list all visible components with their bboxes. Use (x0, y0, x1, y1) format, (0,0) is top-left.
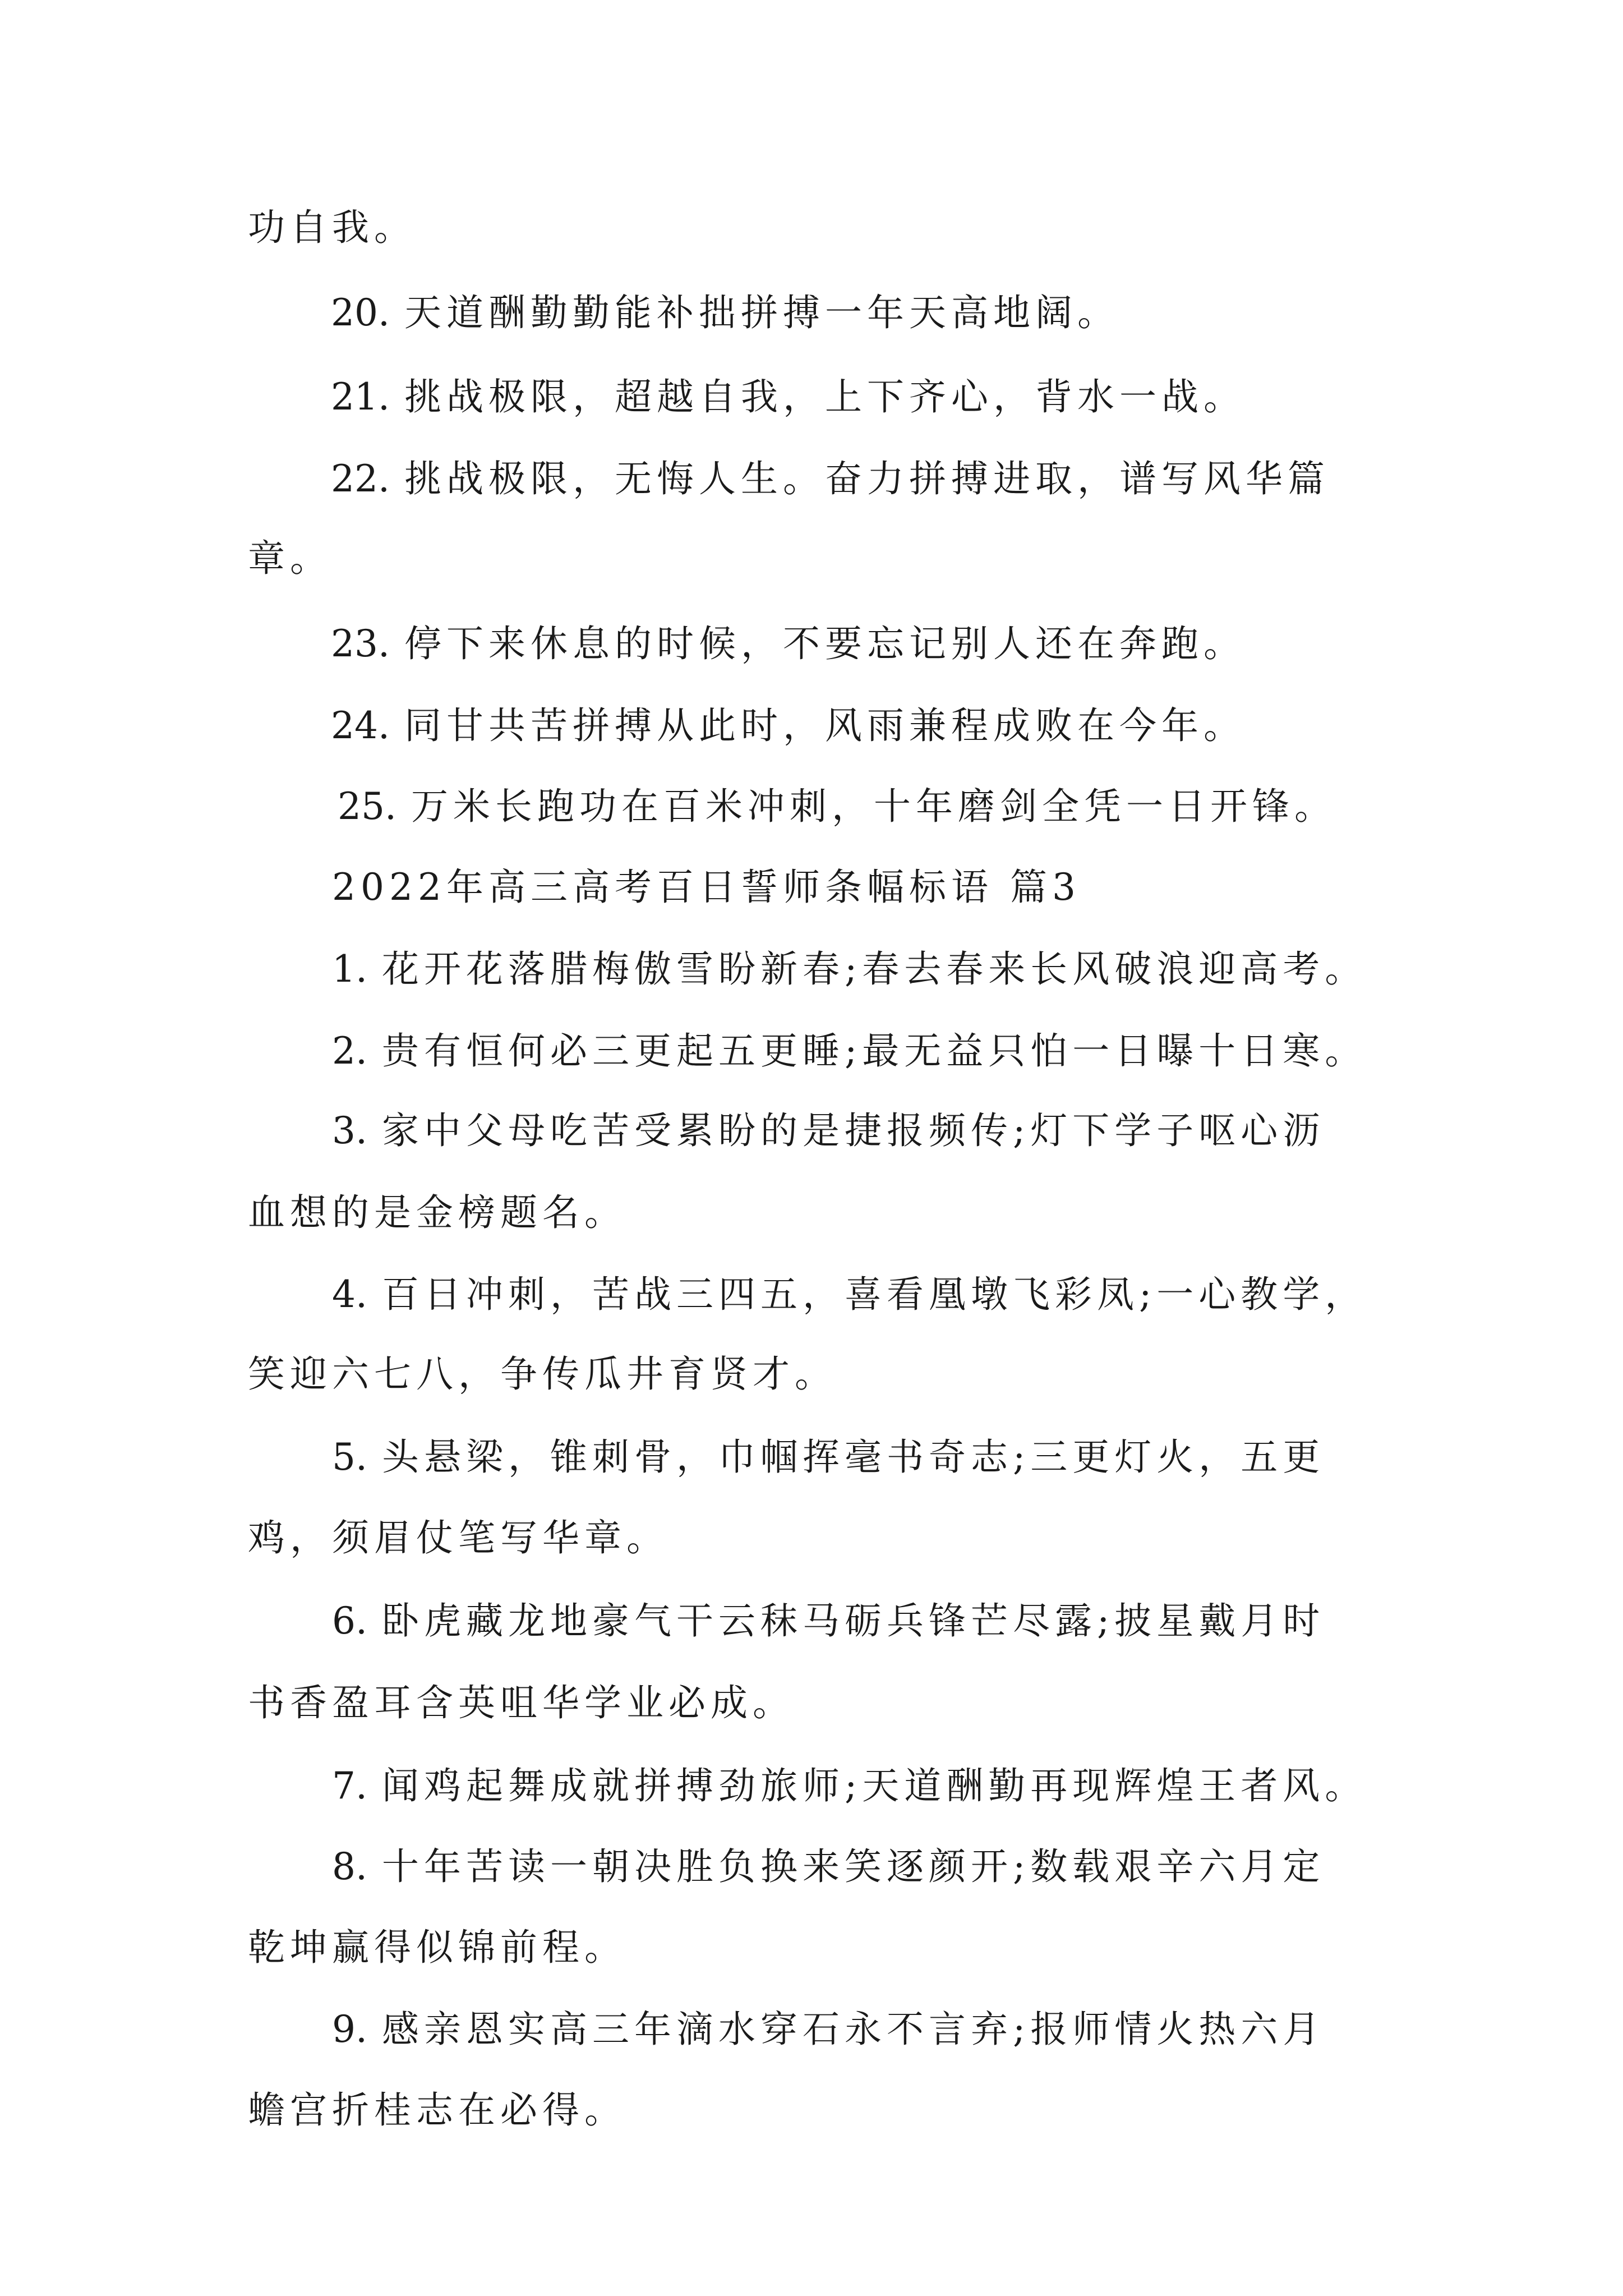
item-text: 头悬梁，锥刺骨，巾帼挥毫书奇志;三更灯火，五更 (381, 1435, 1325, 1479)
item-text: 闻鸡起舞成就拼搏劲旅师;天道酬勤再现辉煌王者风。 (381, 1764, 1367, 1807)
line-text: 鸡，须眉仗笔写华章。 (248, 1516, 668, 1559)
item-number: 2. (332, 1029, 367, 1073)
paragraph-line (248, 1678, 795, 1728)
list-item (332, 945, 1367, 994)
item-text: 挑战极限，超越自我，上下齐心，背水一战。 (404, 375, 1246, 418)
item-number: 21. (331, 375, 390, 418)
list-item (331, 372, 1246, 422)
item-text: 贵有恒何必三更起五更睡;最无益只怕一日曝十日寒。 (381, 1029, 1367, 1073)
item-text: 卧虎藏龙地豪气干云秣马砺兵锋芒尽露;披星戴月时 (381, 1599, 1325, 1642)
item-number: 20. (331, 291, 390, 334)
line-text: 笑迎六七八，争传瓜井育贤才。 (248, 1352, 837, 1396)
list-item (332, 1027, 1367, 1076)
list-item (332, 1433, 1325, 1482)
item-number: 22. (331, 457, 390, 500)
line-text: 血想的是金榜题名。 (248, 1191, 626, 1234)
item-number: 3. (332, 1109, 367, 1152)
paragraph-line (248, 1188, 626, 1237)
list-item (332, 1270, 1367, 1319)
paragraph-line (248, 1923, 626, 1972)
item-number: 24. (331, 704, 390, 747)
item-number: 7. (332, 1764, 367, 1807)
list-item (331, 701, 1246, 751)
list-item (331, 619, 1246, 669)
list-item (332, 1596, 1325, 1646)
item-text: 感亲恩实高三年滴水穿石永不言弃;报师情火热六月 (381, 2008, 1325, 2051)
item-text: 百日冲刺，苦战三四五，喜看凰墩飞彩凤;一心教学， (381, 1273, 1367, 1316)
item-number: 8. (332, 1845, 367, 1888)
paragraph-line (248, 1350, 837, 1399)
line-text: 章。 (248, 537, 332, 580)
item-text: 花开花落腊梅傲雪盼新春;春去春来长风破浪迎高考。 (381, 947, 1367, 991)
list-item (332, 1842, 1325, 1892)
line-text: 功自我。 (248, 206, 416, 249)
item-text: 万米长跑功在百米冲刺，十年磨剑全凭一日开锋。 (411, 785, 1336, 828)
line-text: 蟾宫折桂志在必得。 (248, 2088, 626, 2132)
paragraph-line (248, 534, 332, 583)
section-heading (332, 863, 1081, 912)
item-number: 25. (338, 785, 396, 828)
list-item (332, 2005, 1325, 2054)
item-text: 停下来休息的时候，不要忘记别人还在奔跑。 (404, 622, 1246, 665)
paragraph-line (248, 1513, 668, 1563)
item-text: 同甘共苦拼搏从此时，风雨兼程成败在今年。 (404, 704, 1246, 747)
item-text: 天道酬勤勤能补拙拼搏一年天高地阔。 (404, 291, 1119, 334)
paragraph-line (248, 2086, 626, 2135)
item-number: 4. (332, 1273, 367, 1316)
section-heading-text: 2022年高三高考百日誓师条幅标语 篇3 (332, 866, 1081, 909)
list-item (332, 1106, 1325, 1156)
list-item (331, 454, 1330, 504)
item-text: 十年苦读一朝决胜负换来笑逐颜开;数载艰辛六月定 (381, 1845, 1325, 1888)
item-number: 1. (332, 947, 367, 991)
paragraph-line (248, 203, 416, 252)
line-text: 乾坤赢得似锦前程。 (248, 1926, 626, 1969)
line-text: 书香盈耳含英咀华学业必成。 (248, 1681, 795, 1724)
list-item (332, 1761, 1367, 1811)
item-text: 家中父母吃苦受累盼的是捷报频传;灯下学子呕心沥 (381, 1109, 1325, 1152)
item-number: 5. (332, 1435, 367, 1479)
list-item (331, 288, 1119, 338)
item-text: 挑战极限，无悔人生。奋力拼搏进取，谱写风华篇 (404, 457, 1330, 500)
list-item (338, 782, 1336, 831)
item-number: 6. (332, 1599, 367, 1642)
item-number: 23. (331, 622, 390, 665)
item-number: 9. (332, 2008, 367, 2051)
